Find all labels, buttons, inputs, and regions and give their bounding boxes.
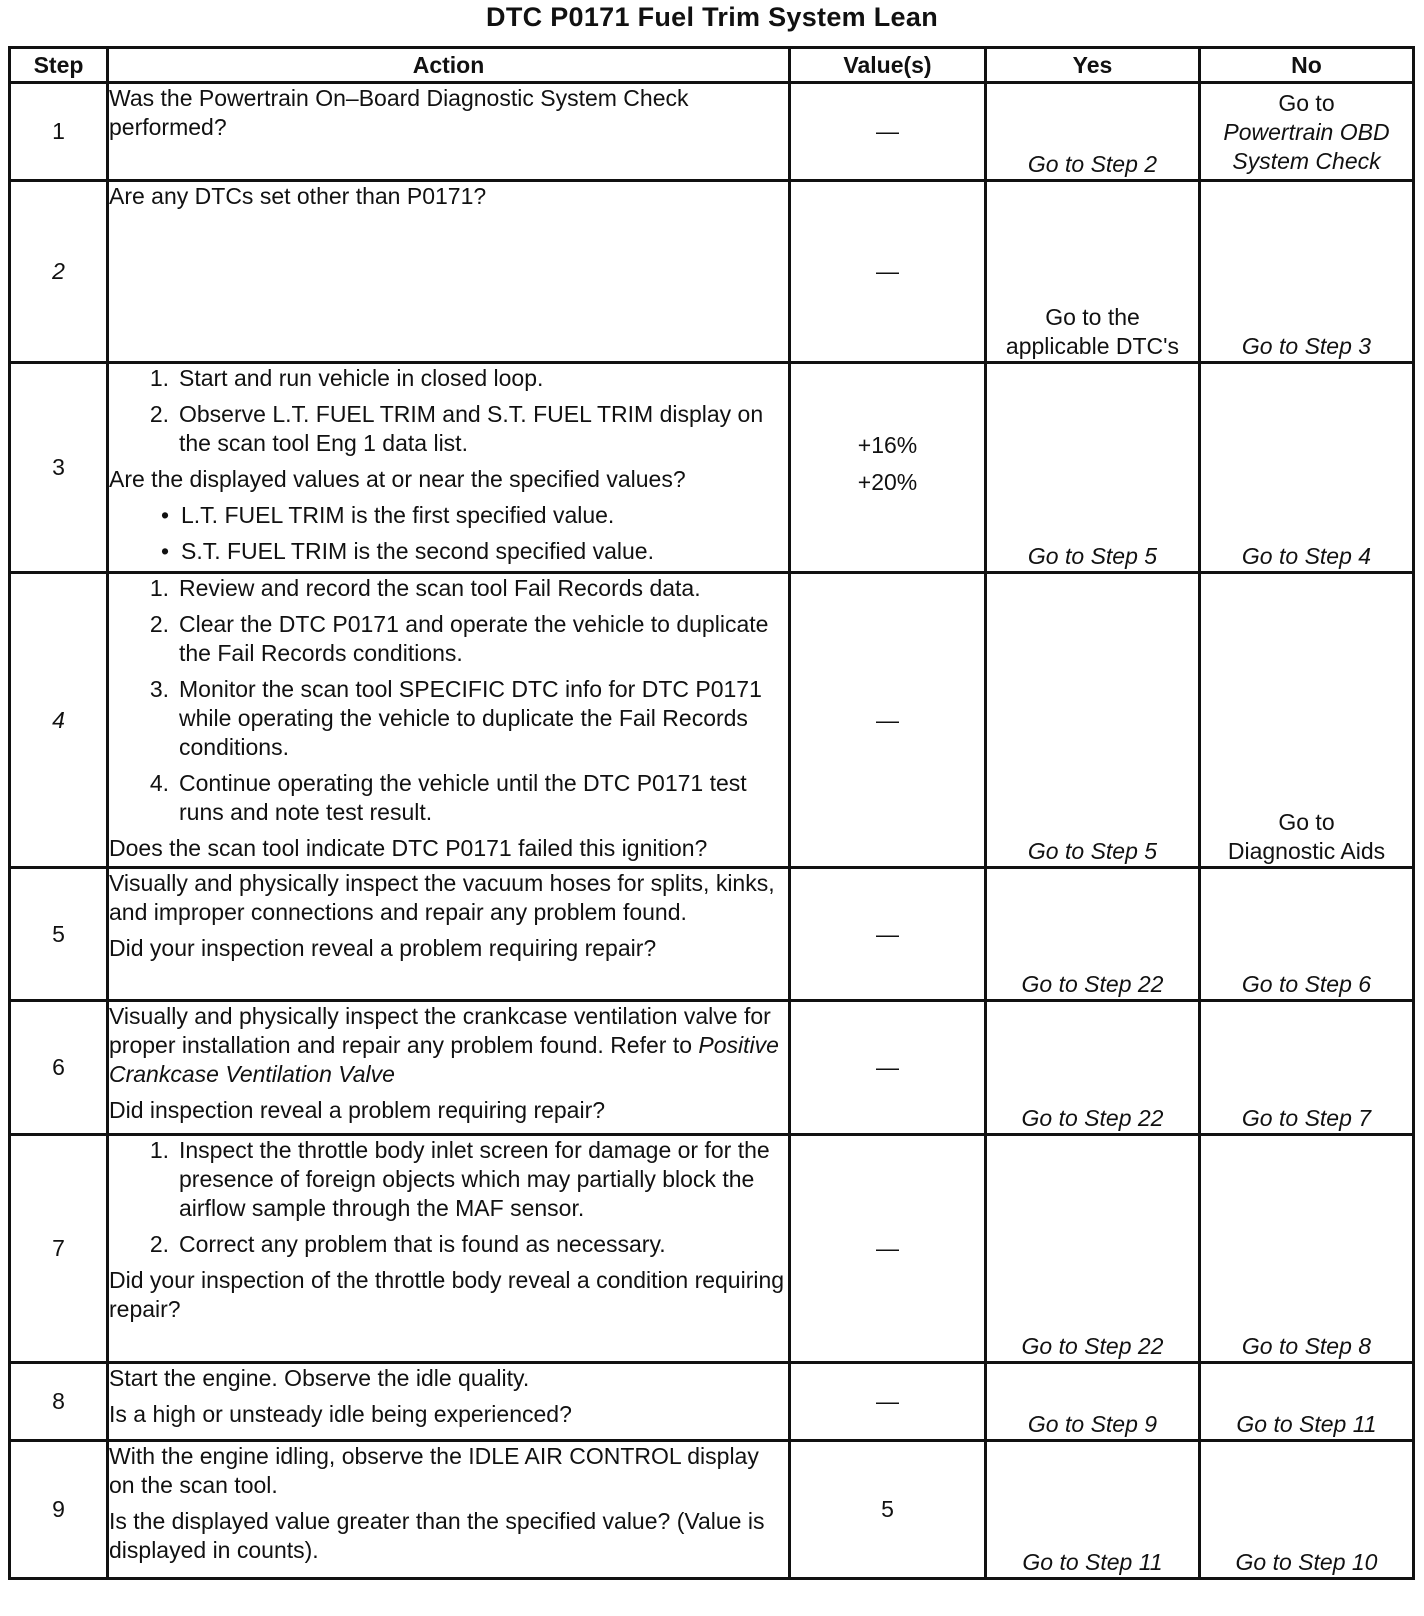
step-number: 4	[10, 573, 108, 868]
value-cell: —	[790, 181, 986, 363]
action-text: With the engine idling, observe the IDLE AIR CONTROL display on the scan tool.	[109, 1443, 759, 1498]
action-text: Is the displayed value greater than the specified value? (Value is displayed in counts).	[109, 1508, 765, 1563]
value-cell: —	[790, 1001, 986, 1135]
numbered-step	[109, 364, 788, 393]
yes-cell: Go to Step 22	[986, 1001, 1200, 1135]
step-number: 8	[10, 1363, 108, 1441]
no-link: Powertrain OBD System Check	[1223, 119, 1390, 174]
yes-cell: Go to Step 2	[986, 83, 1200, 181]
numbered-step	[109, 1230, 788, 1259]
value-line: +16%	[857, 431, 918, 458]
step-number: 7	[10, 1135, 108, 1363]
table-row	[10, 83, 1414, 181]
no-cell: Go to Step 6	[1200, 868, 1414, 1001]
yes-cell: Go to Step 5	[986, 363, 1200, 573]
table-row	[10, 1135, 1414, 1363]
table-row	[10, 1001, 1414, 1135]
action-cell	[108, 868, 790, 1001]
no-line: Go to	[1278, 90, 1335, 116]
numbered-step	[109, 400, 788, 458]
value-cell: —	[790, 573, 986, 868]
value-cell: —	[790, 1135, 986, 1363]
step-index: 1.	[149, 365, 169, 391]
action-text-part: Visually and physically inspect the crankcase ventilation valve for proper installation and repair any problem found. Refer to	[109, 1003, 771, 1058]
action-cell	[108, 1441, 790, 1579]
step-index: 1.	[149, 575, 169, 601]
action-text: Start the engine. Observe the idle quality.	[109, 1365, 530, 1391]
step-number: 5	[10, 868, 108, 1001]
action-text	[109, 1002, 788, 1089]
step-index: 2.	[149, 611, 169, 637]
header-action: Action	[108, 48, 790, 83]
bullet-icon: •	[160, 538, 169, 564]
bullet-item	[109, 501, 788, 530]
no-line: Diagnostic Aids	[1227, 838, 1386, 864]
step-index: 3.	[149, 676, 169, 702]
value-cell: 5	[790, 1441, 986, 1579]
item-text: S.T. FUEL TRIM is the second specified value.	[181, 538, 654, 564]
header-step: Step	[10, 48, 108, 83]
no-cell: Go to Step 11	[1200, 1363, 1414, 1441]
table-row	[10, 181, 1414, 363]
step-index: 2.	[149, 401, 169, 427]
step-index: 2.	[149, 1231, 169, 1257]
action-text: Does the scan tool indicate DTC P0171 failed this ignition?	[109, 835, 708, 861]
action-text: Was the Powertrain On–Board Diagnostic System Check performed?	[109, 85, 689, 140]
header-values: Value(s)	[790, 48, 986, 83]
yes-line: Go to the	[1045, 304, 1140, 330]
yes-cell	[986, 181, 1200, 363]
header-yes: Yes	[986, 48, 1200, 83]
item-text: Continue operating the vehicle until the DTC P0171 test runs and note test result.	[179, 770, 747, 825]
value-cell: —	[790, 1363, 986, 1441]
numbered-step	[109, 610, 788, 668]
step-number: 6	[10, 1001, 108, 1135]
no-cell	[1200, 83, 1414, 181]
action-text: Did your inspection reveal a problem requiring repair?	[109, 935, 657, 961]
diagnostic-table	[8, 46, 1415, 1580]
step-index: 1.	[149, 1137, 169, 1163]
action-cell	[108, 1363, 790, 1441]
document-title: DTC P0171 Fuel Trim System Lean	[486, 2, 938, 32]
action-cell	[108, 363, 790, 573]
action-cell	[108, 1001, 790, 1135]
yes-cell: Go to Step 22	[986, 868, 1200, 1001]
action-text: Are any DTCs set other than P0171?	[109, 183, 487, 209]
table-row	[10, 573, 1414, 868]
step-number: 3	[10, 363, 108, 573]
bullet-icon: •	[160, 502, 169, 528]
step-number: 2	[10, 181, 108, 363]
numbered-step	[109, 675, 788, 762]
action-text: Did your inspection of the throttle body reveal a condition requiring repair?	[109, 1267, 785, 1322]
no-cell: Go to Step 10	[1200, 1441, 1414, 1579]
no-line: Go to	[1278, 809, 1335, 835]
item-text: Inspect the throttle body inlet screen for damage or for the presence of foreign objects which may partially block the airflow sample through the MAF sensor.	[179, 1137, 770, 1221]
value-cell: —	[790, 83, 986, 181]
item-text: Observe L.T. FUEL TRIM and S.T. FUEL TRIM display on the scan tool Eng 1 data list.	[179, 401, 764, 456]
table-row	[10, 1441, 1414, 1579]
item-text: Review and record the scan tool Fail Records data.	[179, 575, 701, 601]
no-cell	[1200, 573, 1414, 868]
item-text: Monitor the scan tool SPECIFIC DTC info for DTC P0171 while operating the vehicle to duplicate the Fail Records conditions.	[179, 676, 762, 760]
yes-cell: Go to Step 9	[986, 1363, 1200, 1441]
action-cell	[108, 181, 790, 363]
action-cell	[108, 1135, 790, 1363]
value-cell	[790, 363, 986, 573]
numbered-step	[109, 1136, 788, 1223]
action-text: Is a high or unsteady idle being experienced?	[109, 1401, 572, 1427]
table-row	[10, 868, 1414, 1001]
yes-cell: Go to Step 22	[986, 1135, 1200, 1363]
item-text: Clear the DTC P0171 and operate the vehicle to duplicate the Fail Records conditions.	[179, 611, 769, 666]
yes-cell: Go to Step 5	[986, 573, 1200, 868]
step-index: 4.	[149, 770, 169, 796]
reference-link: Positive Crankcase Ventilation Valve	[109, 1032, 779, 1087]
action-text: Are the displayed values at or near the specified values?	[109, 466, 686, 492]
numbered-step	[109, 574, 788, 603]
item-text: Correct any problem that is found as necessary.	[179, 1231, 666, 1257]
bullet-item	[109, 537, 788, 566]
step-number: 9	[10, 1441, 108, 1579]
header-no: No	[1200, 48, 1414, 83]
item-text: L.T. FUEL TRIM is the first specified value.	[181, 502, 615, 528]
yes-cell: Go to Step 11	[986, 1441, 1200, 1579]
table-row	[10, 363, 1414, 573]
table-header-row	[10, 48, 1414, 83]
no-cell: Go to Step 8	[1200, 1135, 1414, 1363]
no-cell: Go to Step 4	[1200, 363, 1414, 573]
action-cell	[108, 83, 790, 181]
action-text: Visually and physically inspect the vacuum hoses for splits, kinks, and improper connections and repair any problem found.	[109, 870, 775, 925]
table-row	[10, 1363, 1414, 1441]
yes-line: applicable DTC's	[1005, 333, 1180, 359]
action-cell	[108, 573, 790, 868]
item-text: Start and run vehicle in closed loop.	[179, 365, 544, 391]
no-cell: Go to Step 7	[1200, 1001, 1414, 1135]
numbered-step	[109, 769, 788, 827]
value-line: +20%	[857, 468, 918, 495]
action-question: Did inspection reveal a problem requiring repair?	[109, 1097, 606, 1123]
step-number: 1	[10, 83, 108, 181]
no-cell: Go to Step 3	[1200, 181, 1414, 363]
value-cell: —	[790, 868, 986, 1001]
